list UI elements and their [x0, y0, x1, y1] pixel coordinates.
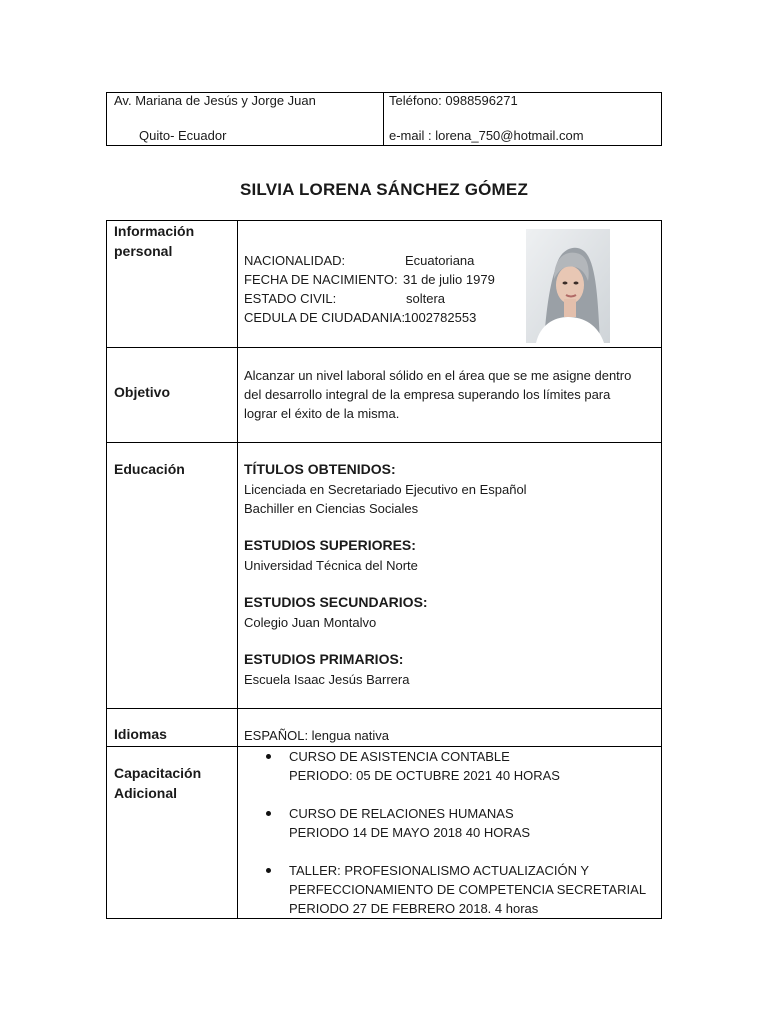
education-item: Colegio Juan Montalvo	[244, 615, 377, 630]
personal-info-key: FECHA DE NACIMIENTO:	[244, 272, 398, 287]
training-course-line: CURSO DE RELACIONES HUMANAS	[289, 806, 514, 821]
objective-line: del desarrollo integral de la empresa superando los límites para	[244, 387, 611, 402]
personal-info-value: 1002782553	[404, 310, 477, 325]
personal-info-key: CEDULA DE CIUDADANIA:	[244, 310, 406, 325]
email-address: e-mail : lorena_750@hotmail.com	[389, 128, 584, 143]
bullet-icon	[266, 868, 271, 873]
objective-line: lograr el éxito de la misma.	[244, 406, 400, 421]
education-label: Educación	[114, 461, 185, 477]
address-line-2: Quito- Ecuador	[139, 128, 227, 143]
row-divider	[106, 708, 662, 709]
page-title: SILVIA LORENA SÁNCHEZ GÓMEZ	[239, 180, 529, 199]
row-divider	[106, 347, 662, 348]
training-course-line: PERIODO 14 DE MAYO 2018 40 HORAS	[289, 825, 531, 840]
education-item: Bachiller en Ciencias Sociales	[244, 501, 419, 516]
personal-info-value: Ecuatoriana	[405, 253, 475, 268]
languages-value: ESPAÑOL: lengua nativa	[244, 728, 390, 743]
education-item: Escuela Isaac Jesús Barrera	[244, 672, 410, 687]
address-line-1: Av. Mariana de Jesús y Jorge Juan	[114, 93, 316, 108]
personal-info-label: Información personal	[114, 223, 195, 259]
training-course-line: TALLER: PROFESIONALISMO ACTUALIZACIÓN Y	[289, 863, 590, 878]
row-divider	[106, 442, 662, 443]
training-course-line: PERIODO 27 DE FEBRERO 2018. 4 horas	[289, 901, 539, 916]
training-course-line: PERFECCIONAMIENTO DE COMPETENCIA SECRETARIAL	[289, 882, 647, 897]
education-item: Licenciada en Secretariado Ejecutivo en Español	[244, 482, 527, 497]
education-heading: ESTUDIOS SECUNDARIOS:	[244, 594, 428, 610]
personal-info-key: NACIONALIDAD:	[244, 253, 346, 268]
education-item: Universidad Técnica del Norte	[244, 558, 418, 573]
profile-photo	[526, 229, 610, 343]
training-label-line-2: Adicional	[114, 785, 178, 801]
phone-number: Teléfono: 0988596271	[389, 93, 518, 108]
personal-info-key: ESTADO CIVIL:	[244, 291, 337, 306]
objective-line: Alcanzar un nivel laboral sólido en el área que se me asigne dentro	[244, 368, 632, 383]
profile-photo-image	[526, 229, 610, 343]
personal-info-value: soltera	[406, 291, 446, 306]
languages-label: Idiomas	[114, 726, 167, 742]
education-heading: ESTUDIOS PRIMARIOS:	[244, 651, 404, 667]
training-course-line: CURSO DE ASISTENCIA CONTABLE	[289, 749, 510, 764]
cv-table-column-divider	[237, 220, 238, 919]
bullet-icon	[266, 754, 271, 759]
personal-info-value: 31 de julio 1979	[403, 272, 495, 287]
education-heading: ESTUDIOS SUPERIORES:	[244, 537, 416, 553]
training-course-line: PERIODO: 05 DE OCTUBRE 2021 40 HORAS	[289, 768, 560, 783]
contact-header-divider	[383, 92, 384, 146]
education-heading: TÍTULOS OBTENIDOS:	[244, 461, 396, 477]
training-label-line-1: Capacitación	[114, 765, 202, 781]
objective-label: Objetivo	[114, 384, 171, 400]
bullet-icon	[266, 811, 271, 816]
